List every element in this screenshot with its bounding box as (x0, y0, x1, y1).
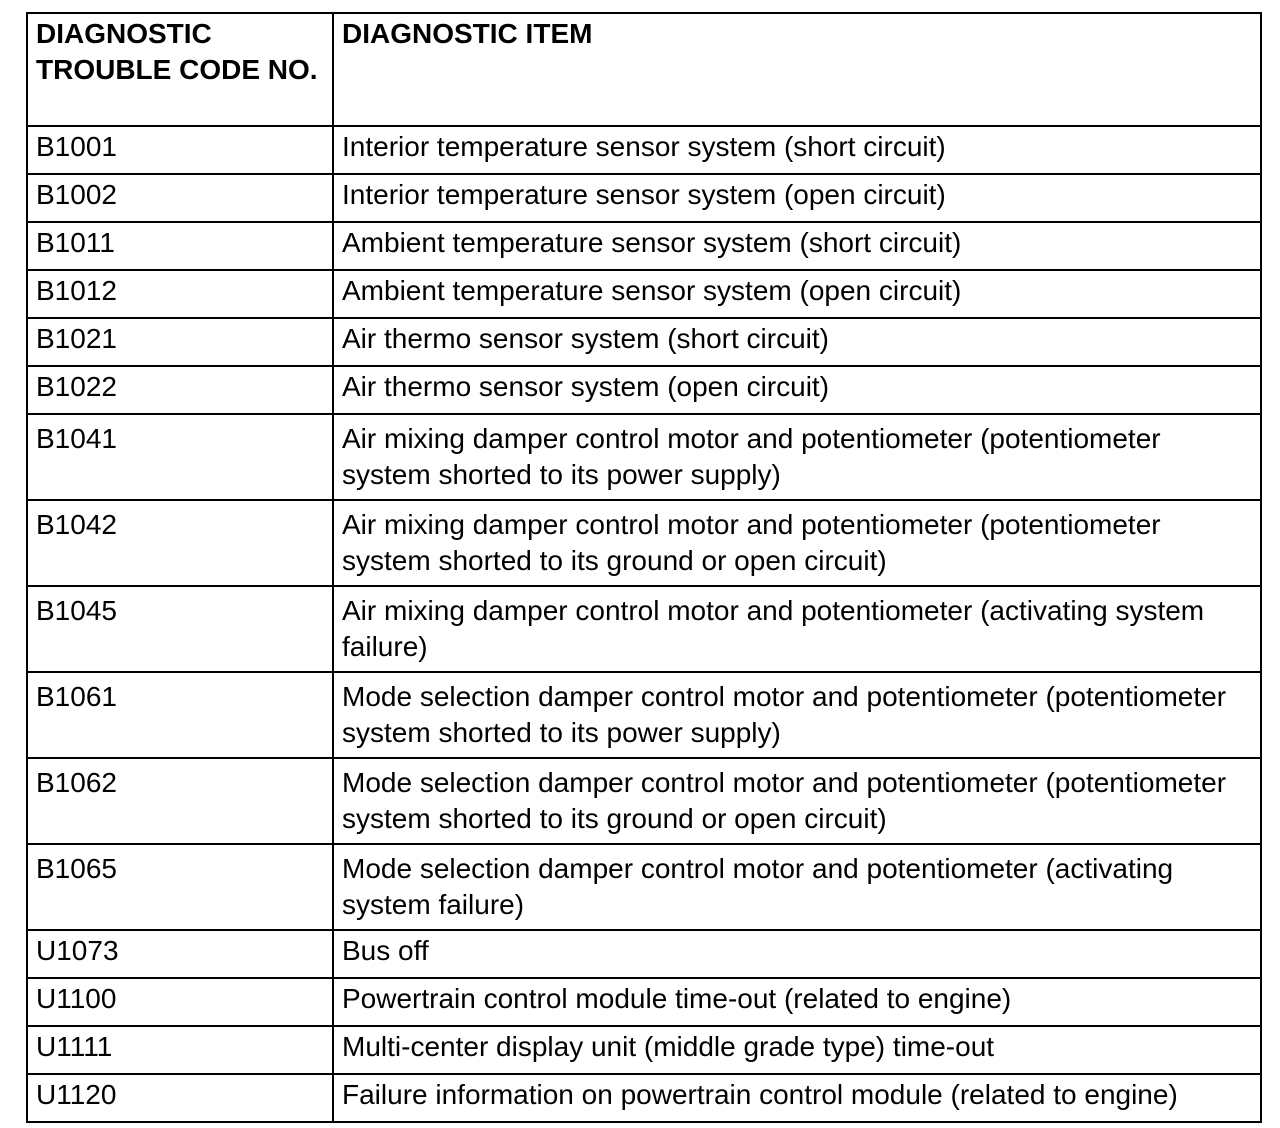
diagnostic-item-cell: Bus off (333, 930, 1261, 978)
table-row (27, 270, 1261, 318)
diagnostic-item-cell: Air thermo sensor system (short circuit) (333, 318, 1261, 366)
dtc-code-cell: B1021 (27, 318, 333, 366)
diagnostic-item-cell: Mode selection damper control motor and potentiometer (activating system failure) (333, 844, 1261, 930)
dtc-code-cell: B1061 (27, 672, 333, 758)
table-row (27, 672, 1261, 758)
column-header-item: DIAGNOSTIC ITEM (333, 13, 1261, 126)
dtc-code-cell: B1011 (27, 222, 333, 270)
table-row (27, 500, 1261, 586)
table-row (27, 366, 1261, 414)
diagnostic-item-cell: Powertrain control module time-out (related to engine) (333, 978, 1261, 1026)
diagnostic-item-cell: Air thermo sensor system (open circuit) (333, 366, 1261, 414)
table-header-row (27, 13, 1261, 126)
dtc-code-cell: B1022 (27, 366, 333, 414)
table-row (27, 758, 1261, 844)
dtc-code-cell: B1012 (27, 270, 333, 318)
table-row (27, 844, 1261, 930)
table-row (27, 126, 1261, 174)
diagnostic-item-cell: Ambient temperature sensor system (open circuit) (333, 270, 1261, 318)
dtc-code-cell: B1001 (27, 126, 333, 174)
diagnostic-item-cell: Failure information on powertrain control module (related to engine) (333, 1074, 1261, 1122)
dtc-code-cell: U1120 (27, 1074, 333, 1122)
diagnostic-item-cell: Air mixing damper control motor and potentiometer (potentiometer system shorted to its power supply) (333, 414, 1261, 500)
table-row (27, 222, 1261, 270)
diagnostic-item-cell: Air mixing damper control motor and potentiometer (potentiometer system shorted to its ground or open circuit) (333, 500, 1261, 586)
diagnostic-item-cell: Mode selection damper control motor and potentiometer (potentiometer system shorted to its ground or open circuit) (333, 758, 1261, 844)
column-header-code: DIAGNOSTIC TROUBLE CODE NO. (27, 13, 333, 126)
dtc-code-cell: B1062 (27, 758, 333, 844)
diagnostic-item-cell: Ambient temperature sensor system (short circuit) (333, 222, 1261, 270)
diagnostic-item-cell: Air mixing damper control motor and potentiometer (activating system failure) (333, 586, 1261, 672)
table-row (27, 1026, 1261, 1074)
dtc-code-cell: B1042 (27, 500, 333, 586)
table-row (27, 174, 1261, 222)
dtc-code-cell: B1002 (27, 174, 333, 222)
diagnostic-item-cell: Interior temperature sensor system (open circuit) (333, 174, 1261, 222)
table-row (27, 586, 1261, 672)
dtc-code-cell: U1073 (27, 930, 333, 978)
dtc-code-cell: U1111 (27, 1026, 333, 1074)
table-row (27, 930, 1261, 978)
diagnostic-trouble-code-table (26, 12, 1262, 1123)
table-row (27, 1074, 1261, 1122)
diagnostic-item-cell: Mode selection damper control motor and potentiometer (potentiometer system shorted to its power supply) (333, 672, 1261, 758)
dtc-code-cell: B1045 (27, 586, 333, 672)
diagnostic-item-cell: Interior temperature sensor system (short circuit) (333, 126, 1261, 174)
table-row (27, 978, 1261, 1026)
dtc-code-cell: B1065 (27, 844, 333, 930)
diagnostic-item-cell: Multi-center display unit (middle grade type) time-out (333, 1026, 1261, 1074)
table-row (27, 414, 1261, 500)
dtc-code-cell: B1041 (27, 414, 333, 500)
table-row (27, 318, 1261, 366)
dtc-code-cell: U1100 (27, 978, 333, 1026)
